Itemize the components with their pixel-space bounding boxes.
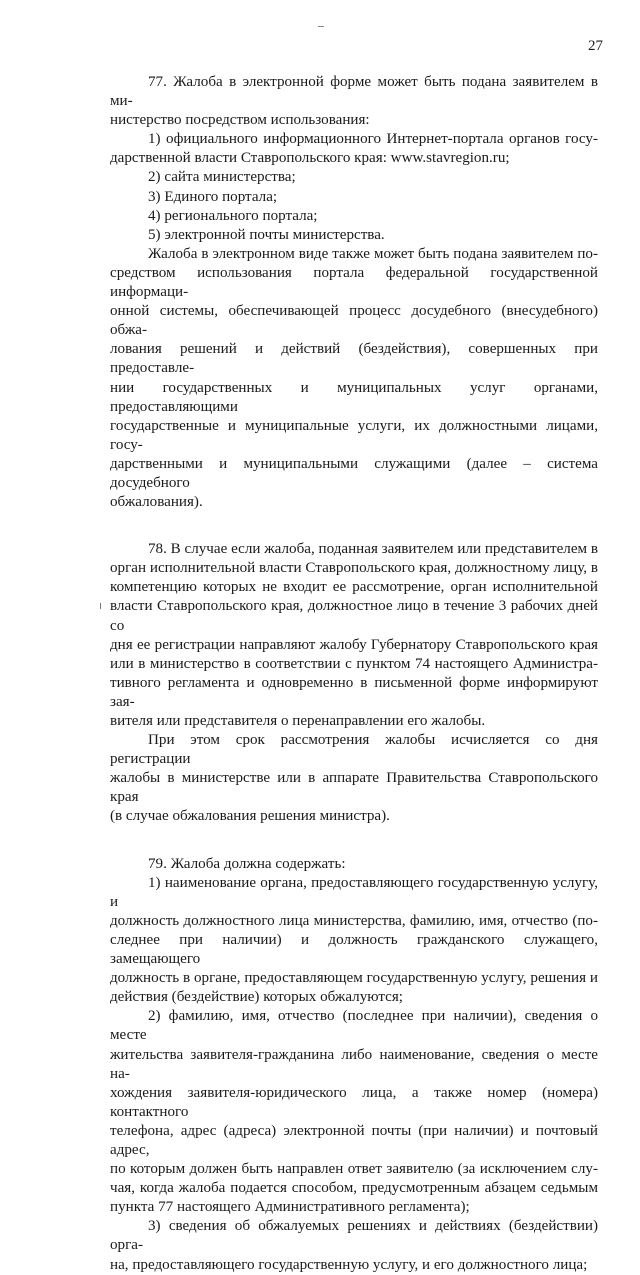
paragraph-line: следнее при наличии) и должность гражданского служащего, замещающего xyxy=(110,931,598,968)
paragraph-line: компетенцию которых не входит ее рассмотрение, орган исполнительной xyxy=(110,579,598,596)
document-body xyxy=(110,73,598,1275)
paragraph-line: онной системы, обеспечивающей процесс досудебного (внесудебного) обжа- xyxy=(110,303,598,339)
section-79 xyxy=(110,855,598,1275)
paragraph-line: средством использования портала федеральной государственной информаци- xyxy=(110,264,598,301)
paragraph-line: 78. В случае если жалоба, поданная заявителем или представителем в xyxy=(148,541,598,558)
list-item: 3) сведения об обжалуемых решениях и действиях (бездействии) орга- xyxy=(110,1218,598,1254)
list-item: 2) сайта министерства; xyxy=(148,169,296,186)
paragraph-line: 79. Жалоба должна содержать: xyxy=(148,855,346,872)
paragraph-line: нии государственных и муниципальных услуг органами, предоставляющими xyxy=(110,379,598,415)
page-number: 27 xyxy=(588,38,603,54)
paragraph-line: тивного регламента и одновременно в письменной форме информируют зая- xyxy=(110,674,598,710)
paragraph-line: хождения заявителя-юридического лица, а также номер (номера) контактного xyxy=(110,1084,598,1120)
paragraph-line: должность в органе, предоставляющем государственную услугу, решения и xyxy=(110,970,598,987)
paragraph-line: орган исполнительной власти Ставропольского края, должностному лицу, в xyxy=(110,560,598,577)
list-item-cont: дарственной власти Ставропольского края: www.stavregion.ru; xyxy=(110,150,510,167)
paragraph-line: власти Ставропольского края, должностное лицо в течение 3 рабочих дней со xyxy=(110,598,598,634)
paragraph-line: на, предоставляющего государственную услугу, и его должностного лица; xyxy=(110,1256,588,1273)
paragraph-line: жалобы в министерстве или в аппарате Правительства Ставропольского края xyxy=(110,770,598,806)
paragraph-line: должность должностного лица министерства, фамилию, имя, отчество (по- xyxy=(110,912,598,929)
paragraph-line: дня ее регистрации направляют жалобу Губернатору Ставропольского края xyxy=(110,636,598,653)
paragraph-line: государственные и муниципальные услуги, их должностными лицами, госу- xyxy=(110,417,598,453)
paragraph-line: чая, когда жалоба подается способом, предусмотренным абзацем седьмым xyxy=(110,1180,598,1197)
paragraph-line: действия (бездействие) которых обжалуются; xyxy=(110,989,403,1006)
section-77 xyxy=(110,73,598,512)
list-item: 5) электронной почты министерства. xyxy=(148,226,385,243)
list-item: 4) регионального портала; xyxy=(148,207,318,224)
list-item: 1) наименование органа, предоставляющего государственную услугу, и xyxy=(110,874,598,910)
paragraph-line: лования решений и действий (бездействия), совершенных при предоставле- xyxy=(110,341,598,377)
paragraph-line: нистерство посредством использования: xyxy=(110,112,370,129)
scan-tick xyxy=(100,603,101,609)
paragraph-line: При этом срок рассмотрения жалобы исчисляется со дня регистрации xyxy=(110,732,598,768)
paragraph-line: (в случае обжалования решения министра). xyxy=(110,808,390,825)
section-78 xyxy=(110,540,598,826)
paragraph-line: Жалоба в электронном виде также может быть подана заявителем по- xyxy=(148,245,598,262)
paragraph-line: или в министерство в соответствии с пунктом 74 настоящего Администра- xyxy=(110,655,598,672)
list-item: 1) официального информационного Интернет-портала органов госу- xyxy=(148,131,598,148)
list-item: 2) фамилию, имя, отчество (последнее при наличии), сведения о месте xyxy=(110,1008,598,1044)
paragraph-line: жительства заявителя-гражданина либо наименование, сведения о месте на- xyxy=(110,1046,598,1082)
paragraph-line: 77. Жалоба в электронной форме может быть подана заявителем в ми- xyxy=(110,74,598,110)
paragraph-line: дарственными и муниципальными служащими (далее – система досудебного xyxy=(110,455,598,491)
paragraph-line: по которым должен быть направлен ответ заявителю (за исключением слу- xyxy=(110,1161,598,1178)
scan-mark xyxy=(318,26,324,27)
paragraph-line: пункта 77 настоящего Административного регламента); xyxy=(110,1199,470,1216)
paragraph-line: телефона, адрес (адреса) электронной почты (при наличии) и почтовый адрес, xyxy=(110,1122,598,1158)
paragraph-line: вителя или представителя о перенаправлении его жалобы. xyxy=(110,713,486,729)
paragraph-line: обжалования). xyxy=(110,494,203,511)
list-item: 3) Единого портала; xyxy=(148,188,278,205)
